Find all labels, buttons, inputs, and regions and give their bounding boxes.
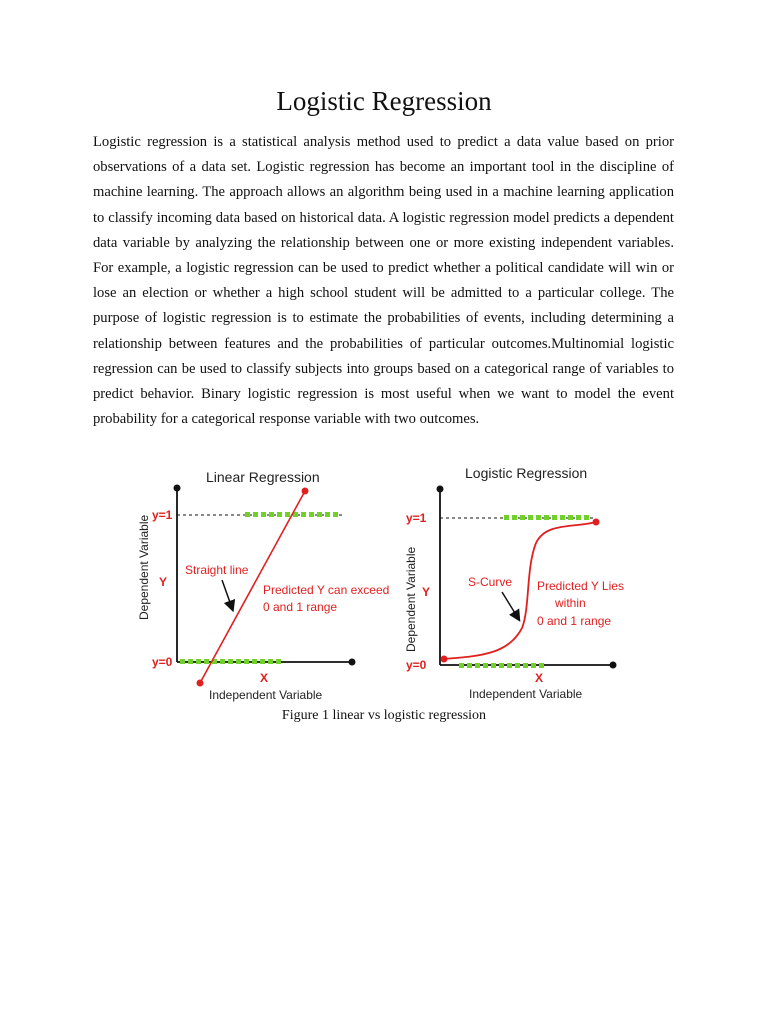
linear-regression-panel [137, 469, 389, 702]
linear-y-letter: Y [159, 575, 168, 589]
linear-x-axis-label: Independent Variable [209, 688, 323, 702]
linear-y1-label: y=1 [152, 508, 173, 522]
logistic-annotation-lies-1: Predicted Y Lies [537, 579, 624, 593]
linear-fit-end-dot-bottom [197, 680, 204, 687]
linear-y-axis-end-dot [174, 485, 181, 492]
logistic-annotation-arrow [502, 592, 518, 618]
logistic-class-points-bottom [459, 663, 544, 668]
logistic-y-axis-label: Dependent Variable [404, 546, 418, 652]
logistic-x-letter: X [535, 671, 544, 685]
logistic-y1-label: y=1 [406, 511, 427, 525]
figure-svg [134, 458, 634, 706]
linear-y-axis-label: Dependent Variable [137, 514, 151, 620]
page-title: Logistic Regression [276, 86, 492, 116]
logistic-annotation-s-curve: S-Curve [468, 575, 513, 589]
logistic-y-letter: Y [422, 585, 431, 599]
logistic-regression-panel [404, 465, 624, 701]
logistic-curve-end-dot-bottom [441, 656, 448, 663]
linear-fit-end-dot-top [302, 488, 309, 495]
logistic-x-axis-label: Independent Variable [469, 687, 583, 701]
logistic-y0-label: y=0 [406, 658, 427, 672]
logistic-annotation-lies-2: within [555, 596, 586, 610]
logistic-class-points-top [504, 515, 589, 520]
linear-annotation-straight-line: Straight line [185, 563, 249, 577]
linear-annotation-exceed-2: 0 and 1 range [263, 600, 338, 614]
linear-y0-label: y=0 [152, 655, 173, 669]
linear-annotation-arrow [222, 580, 232, 608]
logistic-annotation-lies-3: 0 and 1 range [537, 614, 612, 628]
logistic-y-axis-end-dot [437, 486, 444, 493]
body-paragraph: Logistic regression is a statistical analysis method used to predict a data value based on prior observations of a data set. Logistic regression has become an important tool in the discipline of machine learning. The approach allows an algorithm being used in a machine learning application to classify incoming data based on historical data. A logistic regression model predicts a dependent data variable by analyzing the relationship between one or more existing independent variables. For example, a logistic regression can be used to predict whether a political candidate will win or lose an election or whether a high school student will be admitted to a particular college. The purpose of logistic regression is to estimate the probabilities of events, including determining a relationship between features and the probabilities of particular outcomes.Multinomial logistic regression can be used to classify subjects into groups based on a categorical range of variables to predict behavior. Binary logistic regression is most useful when we want to model the event probability for a categorical response variable with two outcomes. [93, 134, 674, 428]
logistic-x-axis-end-dot [610, 662, 617, 669]
linear-x-letter: X [260, 671, 269, 685]
figure-linear-vs-logistic [134, 458, 634, 706]
linear-chart-title: Linear Regression [206, 469, 320, 485]
logistic-chart-title: Logistic Regression [465, 465, 588, 481]
figure-caption: Figure 1 linear vs logistic regression [281, 708, 487, 723]
logistic-curve-end-dot-top [593, 519, 600, 526]
linear-x-axis-end-dot [349, 659, 356, 666]
linear-annotation-exceed-1: Predicted Y can exceed [263, 583, 390, 597]
